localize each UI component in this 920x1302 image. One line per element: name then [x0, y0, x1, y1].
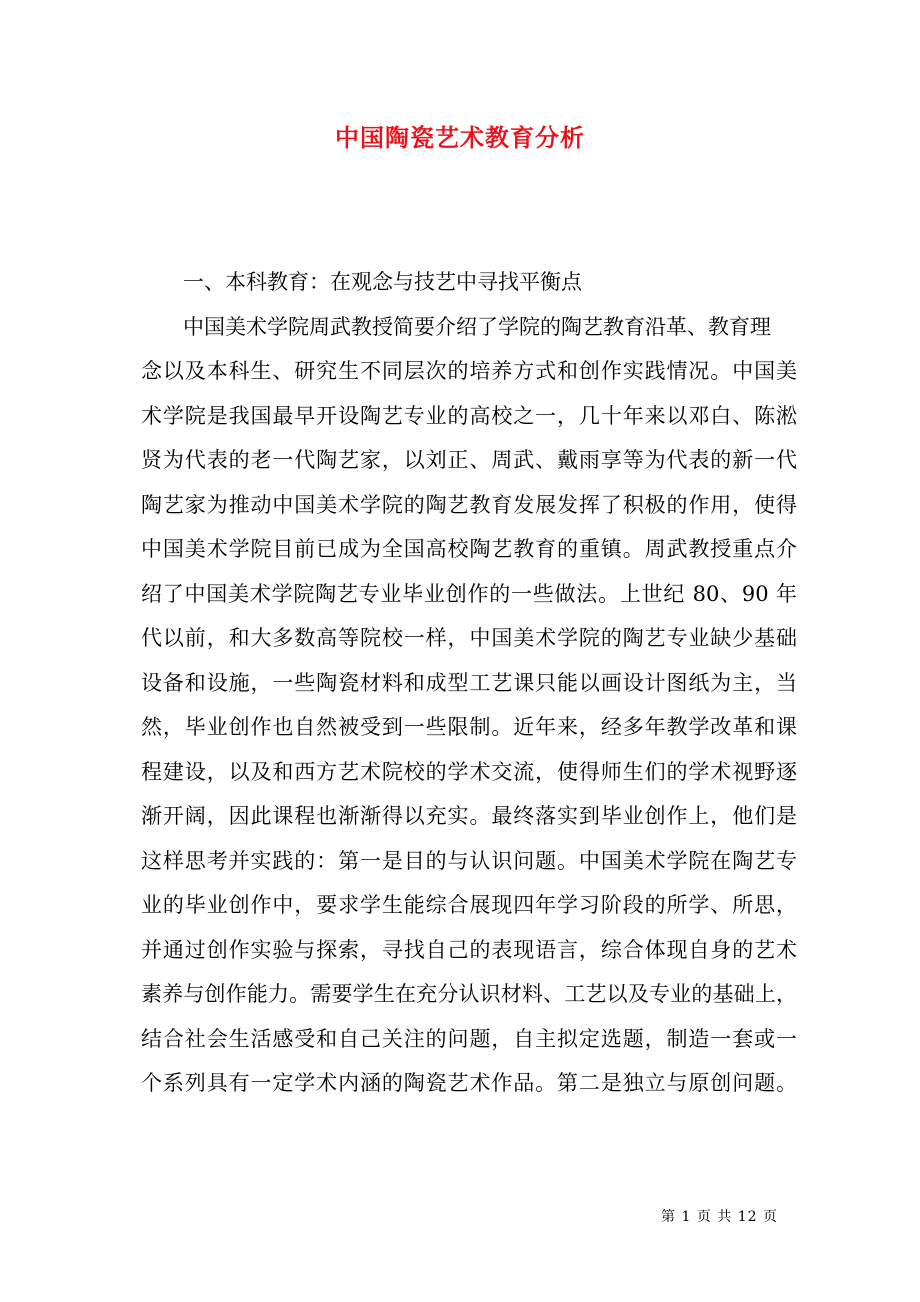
- paragraph-line: 贤为代表的老一代陶艺家，以刘正、周武、戴雨享等为代表的新一代: [141, 448, 797, 472]
- paragraph-line: 结合社会生活感受和自己关注的问题，自主拟定选题，制造一套或一: [141, 1026, 797, 1051]
- section-heading: 一、本科教育：在观念与技艺中寻找平衡点: [183, 270, 582, 294]
- paragraph-line: 念以及本科生、研究生不同层次的培养方式和创作实践情况。中国美: [141, 359, 797, 383]
- paragraph-line: 渐开阔，因此课程也渐渐得以充实。最终落实到毕业创作上，他们是: [141, 804, 797, 828]
- paragraph-line: 术学院是我国最早开设陶艺专业的高校之一，几十年来以邓白、陈淞: [141, 403, 797, 428]
- paragraph-line: 个系列具有一定学术内涵的陶瓷艺术作品。第二是独立与原创问题。: [141, 1071, 797, 1095]
- document-title: 中国陶瓷艺术教育分析: [335, 123, 585, 152]
- page-number-footer: 第 1 页 共 12 页: [661, 1209, 778, 1225]
- paragraph-line: 设备和设施，一些陶瓷材料和成型工艺课只能以画设计图纸为主，当: [141, 670, 797, 695]
- paragraph-line: 素养与创作能力。需要学生在充分认识材料、工艺以及专业的基础上，: [141, 982, 797, 1006]
- paragraph-line: 代以前，和大多数高等院校一样，中国美术学院的陶艺专业缺少基础: [141, 626, 797, 650]
- paragraph-line: 中国美术学院周武教授简要介绍了学院的陶艺教育沿革、教育理: [183, 314, 771, 339]
- paragraph-line: 绍了中国美术学院陶艺专业毕业创作的一些做法。上世纪 80、90 年: [141, 581, 797, 606]
- paragraph-line: 业的毕业创作中，要求学生能综合展现四年学习阶段的所学、所思，: [141, 893, 797, 917]
- document-body: [141, 260, 797, 1106]
- paragraph-line: 并通过创作实验与探索，寻找自己的表现语言，综合体现自身的艺术: [141, 937, 797, 962]
- paragraph-line: 中国美术学院目前已成为全国高校陶艺教育的重镇。周武教授重点介: [141, 537, 797, 561]
- paragraph-line: 程建设，以及和西方艺术院校的学术交流，使得师生们的学术视野逐: [141, 759, 797, 784]
- paragraph-line: 然，毕业创作也自然被受到一些限制。近年来，经多年教学改革和课: [141, 715, 797, 739]
- paragraph-line: 陶艺家为推动中国美术学院的陶艺教育发展发挥了积极的作用，使得: [141, 492, 797, 517]
- paragraph-line: 这样思考并实践的：第一是目的与认识问题。中国美术学院在陶艺专: [141, 848, 797, 873]
